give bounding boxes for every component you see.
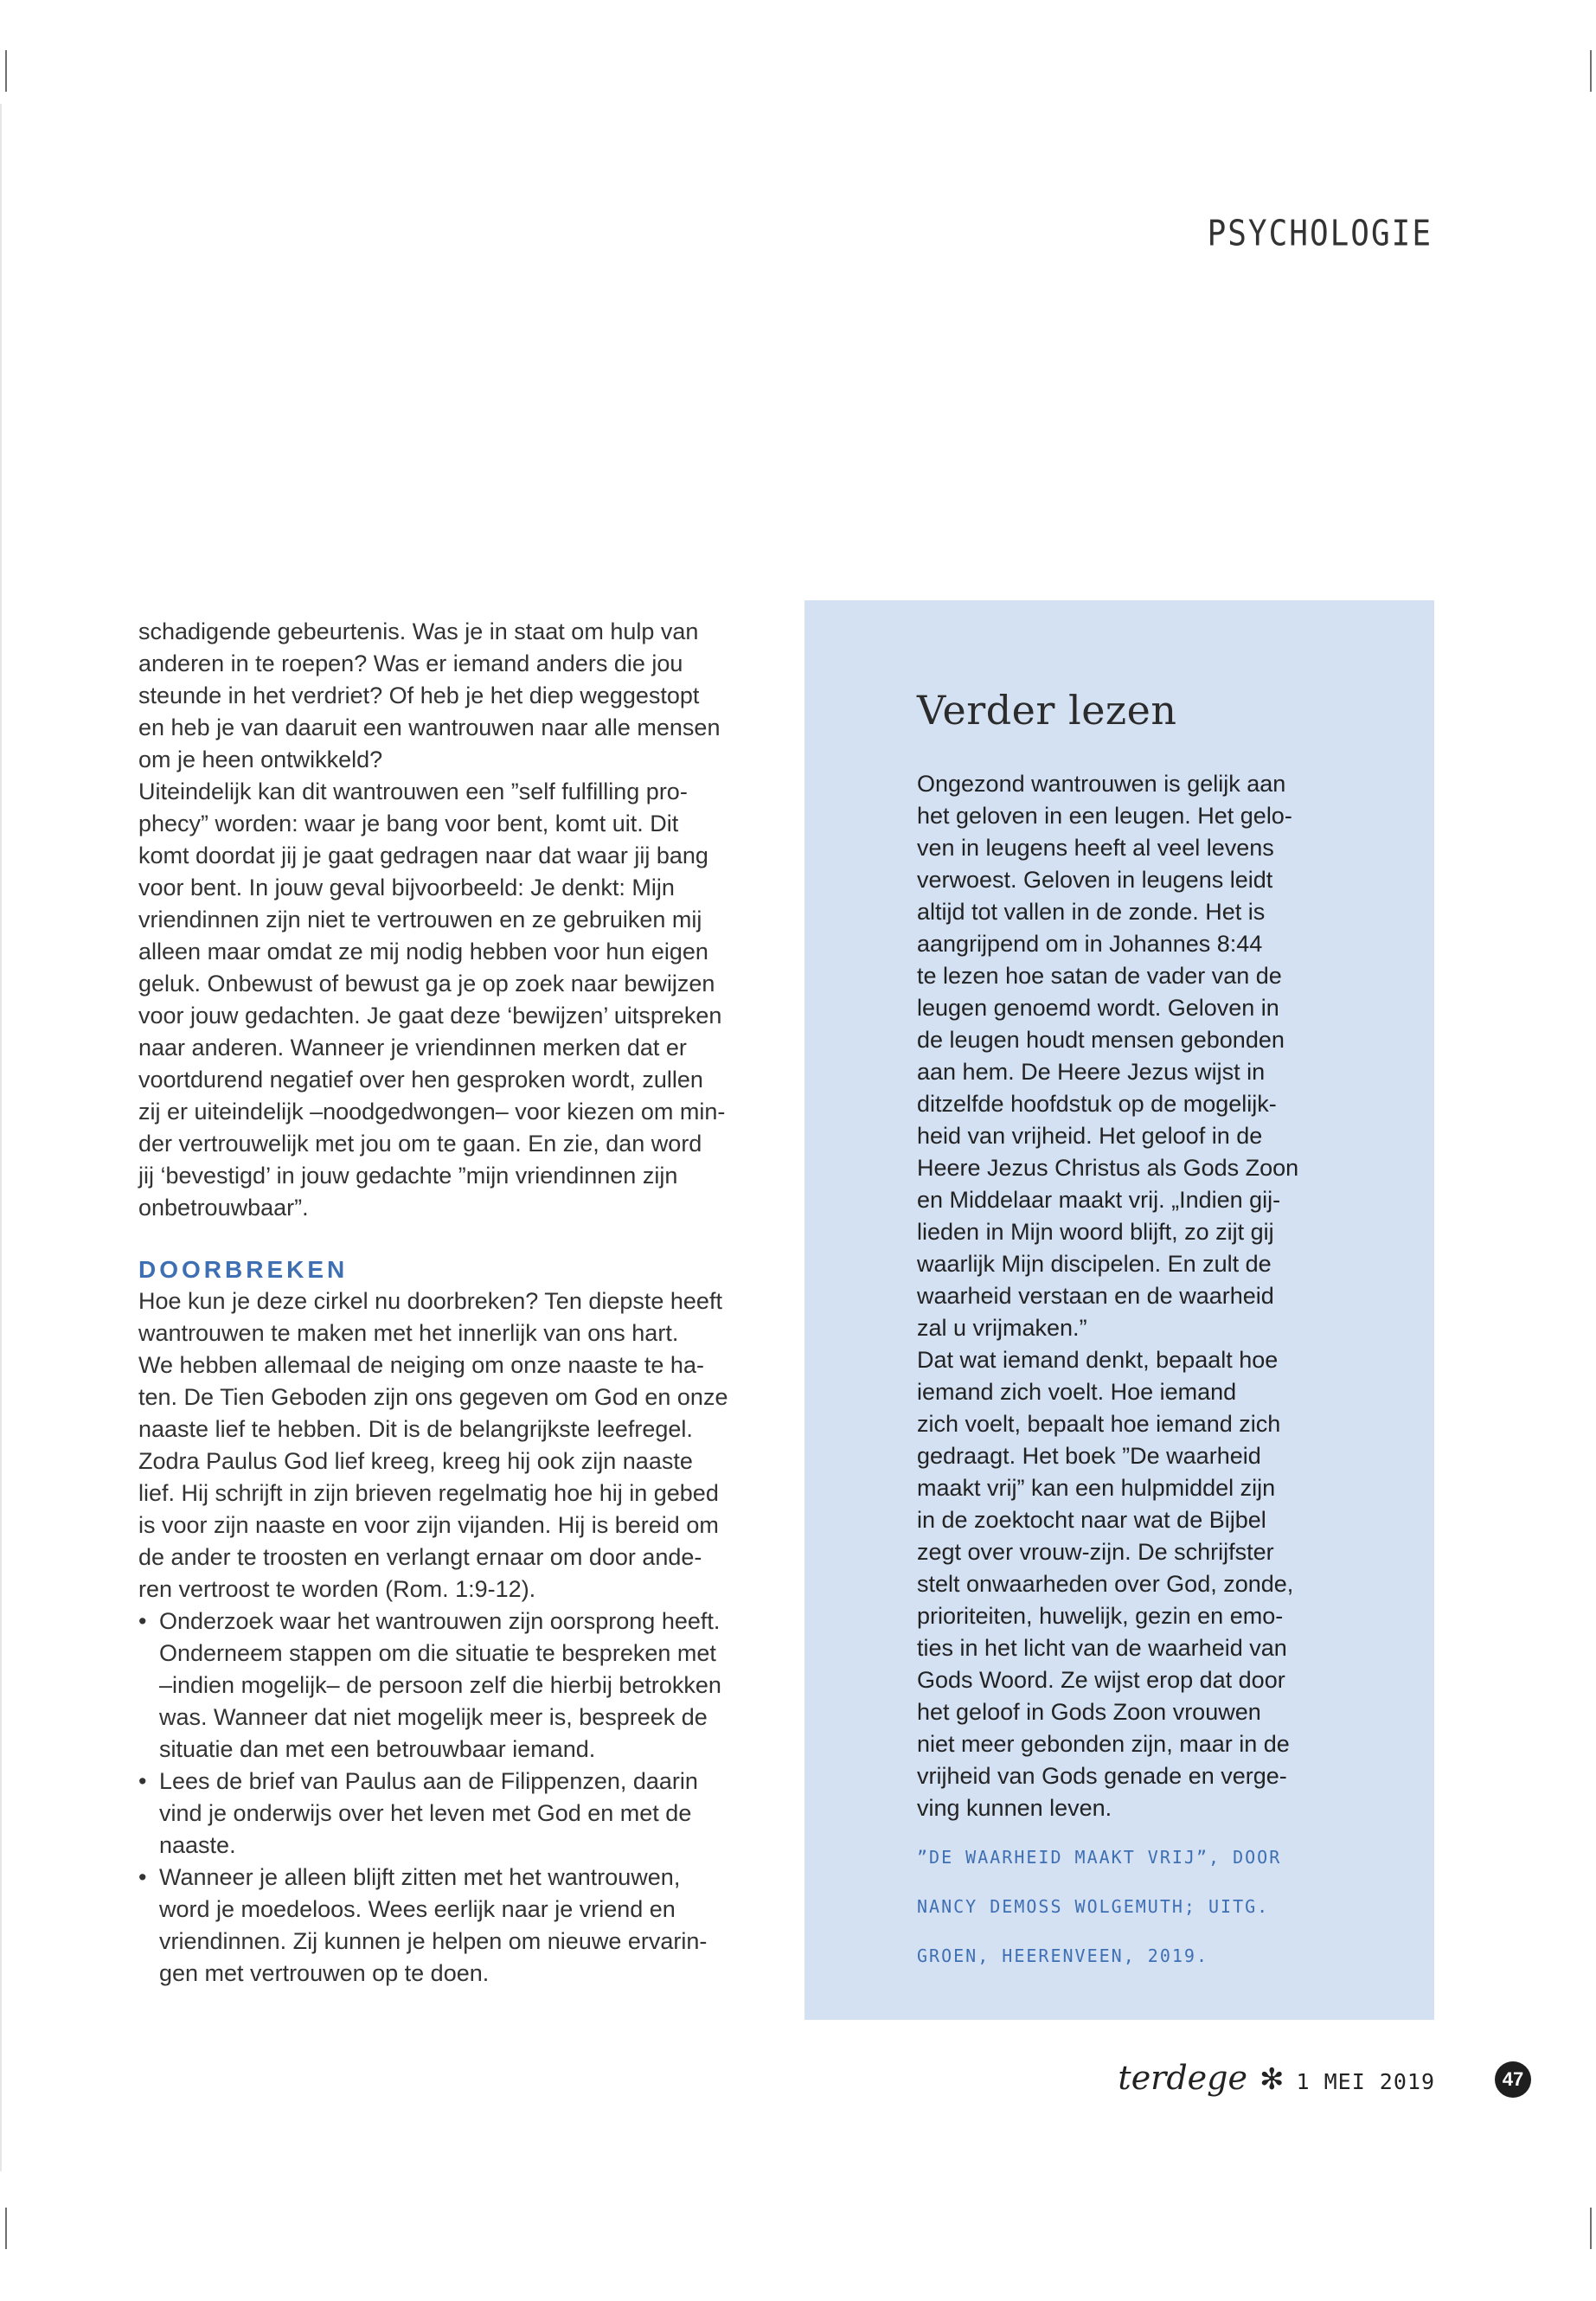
- text-line: onbetrouwbaar”.: [138, 1195, 309, 1221]
- article-left-column: [138, 616, 770, 1990]
- bullet-line: word je moedeloos. Wees eerlijk naar je vriend en: [159, 1896, 676, 1922]
- issue-date: 1 MEI 2019: [1296, 2069, 1435, 2094]
- sidebar-title: Verder lezen: [917, 687, 1177, 734]
- page-number: 47: [1495, 2061, 1531, 2098]
- bullet-line: Wanneer je alleen blijft zitten met het wantrouwen,: [159, 1864, 681, 1890]
- sidebar-line: verwoest. Geloven in leugens leidt: [917, 867, 1273, 893]
- bullet-icon: •: [138, 1608, 147, 1634]
- sidebar-line: het geloof in Gods Zoon vrouwen: [917, 1699, 1261, 1725]
- article-intro: [138, 616, 770, 1224]
- sidebar-line: leugen genoemd wordt. Geloven in: [917, 995, 1279, 1021]
- sidebar-line: ties in het licht van de waarheid van: [917, 1635, 1287, 1661]
- bullet-icon: •: [138, 1768, 147, 1794]
- text-line: en heb je van daaruit een wantrouwen naar alle mensen: [138, 715, 721, 740]
- credit-line: GROEN, HEERENVEEN, 2019.: [917, 1945, 1208, 1966]
- bullet-line: vriendinnen. Zij kunnen je helpen om nieuwe ervarin-: [159, 1928, 708, 1954]
- text-line: de ander te troosten en verlangt ernaar om door ande-: [138, 1544, 702, 1570]
- bullet-line: situatie dan met een betrouwbaar iemand.: [159, 1736, 596, 1762]
- bullet-item: [138, 1606, 770, 1766]
- sidebar-line: zich voelt, bepaalt hoe iemand zich: [917, 1411, 1281, 1437]
- book-credit: [917, 1842, 1341, 1972]
- text-line: Zodra Paulus God lief kreeg, kreeg hij ook zijn naaste: [138, 1448, 693, 1474]
- page-edge-line: [0, 104, 2, 2171]
- text-line: ren vertroost te worden (Rom. 1:9-12).: [138, 1576, 536, 1602]
- article-body: [138, 1285, 770, 1606]
- bullet-line: Onderneem stappen om die situatie te bespreken met: [159, 1640, 716, 1666]
- sidebar-line: Heere Jezus Christus als Gods Zoon: [917, 1155, 1299, 1181]
- sidebar-line: Gods Woord. Ze wijst erop dat door: [917, 1667, 1285, 1693]
- sidebar-line: in de zoektocht naar wat de Bijbel: [917, 1507, 1266, 1533]
- sidebar-line: ven in leugens heeft al veel levens: [917, 835, 1274, 861]
- sidebar-line: altijd tot vallen in de zonde. Het is: [917, 899, 1266, 925]
- crop-mark-bottom-right: [1590, 2208, 1592, 2249]
- sidebar-line: te lezen hoe satan de vader van de: [917, 963, 1282, 989]
- sidebar-line: vrijheid van Gods genade en verge-: [917, 1763, 1287, 1789]
- text-line: komt doordat jij je gaat gedragen naar dat waar jij bang: [138, 843, 708, 868]
- bullet-list: [138, 1606, 770, 1990]
- text-line: Uiteindelijk kan dit wantrouwen een ”self fulfilling pro-: [138, 779, 688, 804]
- bullet-line: vind je onderwijs over het leven met God en met de: [159, 1800, 692, 1826]
- bullet-item: [138, 1862, 770, 1990]
- sidebar-box: [804, 600, 1434, 2020]
- sidebar-line: zegt over vrouw-zijn. De schrijfster: [917, 1539, 1274, 1565]
- sidebar-line: het geloven in een leugen. Het gelo-: [917, 803, 1292, 829]
- text-line: We hebben allemaal de neiging om onze naaste te ha-: [138, 1352, 704, 1378]
- text-line: naaste lief te hebben. Dit is de belangrijkste leefregel.: [138, 1416, 693, 1442]
- credit-line: ”DE WAARHEID MAAKT VRIJ”, DOOR: [917, 1847, 1282, 1868]
- sidebar-line: gedraagt. Het boek ”De waarheid: [917, 1443, 1261, 1469]
- text-line: jij ‘bevestigd’ in jouw gedachte ”mijn vriendinnen zijn: [138, 1163, 678, 1189]
- section-label: PSYCHOLOGIE: [1207, 213, 1433, 255]
- text-line: alleen maar omdat ze mij nodig hebben voor hun eigen: [138, 939, 708, 965]
- credit-line: NANCY DEMOSS WOLGEMUTH; UITG.: [917, 1896, 1270, 1917]
- text-line: voor bent. In jouw geval bijvoorbeeld: Je denkt: Mijn: [138, 875, 675, 901]
- sidebar-line: waarheid verstaan en de waarheid: [917, 1283, 1274, 1309]
- sidebar-line: prioriteiten, huwelijk, gezin en emo-: [917, 1603, 1284, 1629]
- bullet-item: [138, 1766, 770, 1862]
- bullet-line: naaste.: [159, 1832, 236, 1858]
- footer: [1118, 2059, 1435, 2097]
- sidebar-line: de leugen houdt mensen gebonden: [917, 1027, 1285, 1053]
- sidebar-line: niet meer gebonden zijn, maar in de: [917, 1731, 1290, 1757]
- crop-mark-top-right: [1590, 50, 1592, 92]
- bullet-line: –indien mogelijk– de persoon zelf die hierbij betrokken: [159, 1672, 721, 1698]
- asterisk-icon: ✻: [1259, 2063, 1285, 2096]
- crop-mark-bottom-left: [5, 2208, 7, 2249]
- sidebar-line: Ongezond wantrouwen is gelijk aan: [917, 771, 1286, 797]
- crop-mark-top-left: [5, 50, 7, 92]
- sidebar-line: aan hem. De Heere Jezus wijst in: [917, 1059, 1266, 1085]
- text-line: Hoe kun je deze cirkel nu doorbreken? Ten diepste heeft: [138, 1288, 722, 1314]
- text-line: vriendinnen zijn niet te vertrouwen en ze gebruiken mij: [138, 907, 702, 933]
- text-line: naar anderen. Wanneer je vriendinnen merken dat er: [138, 1035, 687, 1061]
- text-line: voor jouw gedachten. Je gaat deze ‘bewijzen’ uitspreken: [138, 1003, 722, 1029]
- text-line: voortdurend negatief over hen gesproken wordt, zullen: [138, 1067, 703, 1093]
- text-line: steunde in het verdriet? Of heb je het diep weggestopt: [138, 683, 700, 708]
- sidebar-line: en Middelaar maakt vrij. „Indien gij-: [917, 1187, 1281, 1213]
- sidebar-line: waarlijk Mijn discipelen. En zult de: [917, 1251, 1272, 1277]
- sidebar-line: Dat wat iemand denkt, bepaalt hoe: [917, 1347, 1279, 1373]
- text-line: der vertrouwelijk met jou om te gaan. En zie, dan word: [138, 1131, 702, 1157]
- text-line: geluk. Onbewust of bewust ga je op zoek naar bewijzen: [138, 971, 715, 997]
- sidebar-line: maakt vrij” kan een hulpmiddel zijn: [917, 1475, 1276, 1501]
- text-line: schadigende gebeurtenis. Was je in staat om hulp van: [138, 619, 699, 644]
- bullet-line: Onderzoek waar het wantrouwen zijn oorsprong heeft.: [159, 1608, 721, 1634]
- text-line: anderen in te roepen? Was er iemand anders die jou: [138, 651, 683, 676]
- text-line: lief. Hij schrijft in zijn brieven regelmatig hoe hij in gebed: [138, 1480, 719, 1506]
- text-line: ten. De Tien Geboden zijn ons gegeven om God en onze: [138, 1384, 728, 1410]
- sidebar-line: zal u vrijmaken.”: [917, 1315, 1087, 1341]
- subheading-doorbreken: DOORBREKEN: [138, 1256, 349, 1283]
- magazine-logo: terdege: [1118, 2059, 1247, 2097]
- sidebar-line: iemand zich voelt. Hoe iemand: [917, 1379, 1237, 1405]
- sidebar-line: heid van vrijheid. Het geloof in de: [917, 1123, 1263, 1149]
- sidebar-line: stelt onwaarheden over God, zonde,: [917, 1571, 1294, 1597]
- text-line: is voor zijn naaste en voor zijn vijanden. Hij is bereid om: [138, 1512, 719, 1538]
- text-line: phecy” worden: waar je bang voor bent, komt uit. Dit: [138, 811, 679, 836]
- sidebar-line: ditzelfde hoofdstuk op de mogelijk-: [917, 1091, 1277, 1117]
- sidebar-line: ving kunnen leven.: [917, 1795, 1112, 1821]
- text-line: wantrouwen te maken met het innerlijk van ons hart.: [138, 1320, 679, 1346]
- bullet-icon: •: [138, 1864, 147, 1890]
- text-line: om je heen ontwikkeld?: [138, 747, 383, 772]
- bullet-line: was. Wanneer dat niet mogelijk meer is, bespreek de: [159, 1704, 708, 1730]
- bullet-line: Lees de brief van Paulus aan de Filippenzen, daarin: [159, 1768, 698, 1794]
- bullet-line: gen met vertrouwen op te doen.: [159, 1960, 490, 1986]
- sidebar-line: aangrijpend om in Johannes 8:44: [917, 931, 1263, 957]
- sidebar-content: [917, 687, 1341, 1990]
- text-line: zij er uiteindelijk –noodgedwongen– voor kiezen om min-: [138, 1099, 726, 1125]
- sidebar-line: lieden in Mijn woord blijft, zo zijt gij: [917, 1219, 1274, 1245]
- sidebar-body: [917, 768, 1341, 1824]
